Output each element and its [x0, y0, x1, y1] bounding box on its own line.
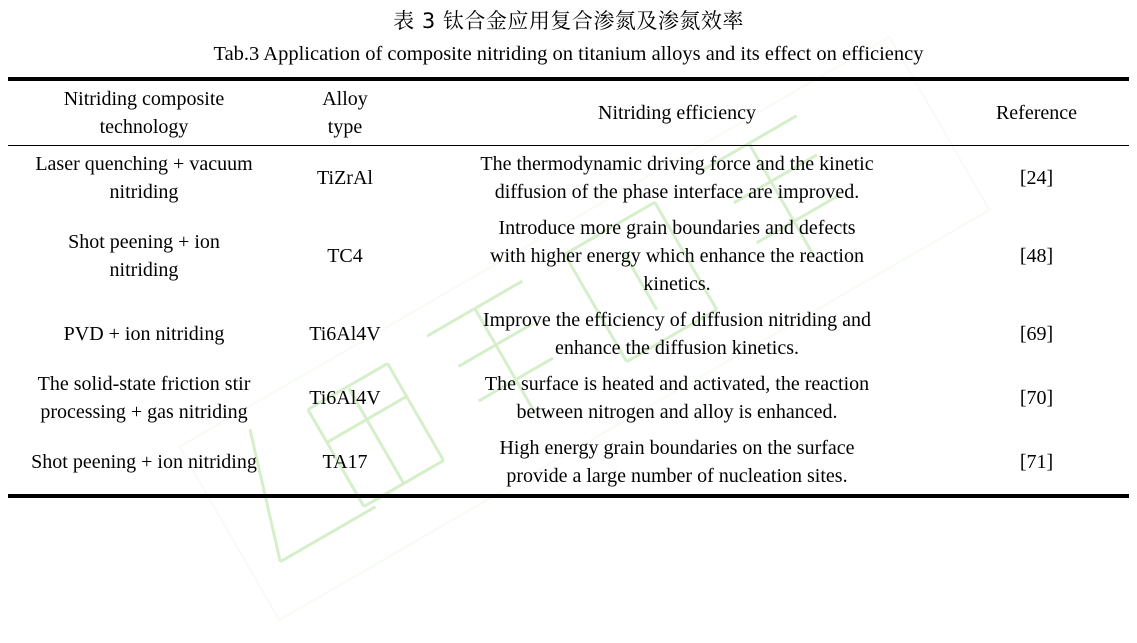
cell-technology-line: Shot peening + ion nitriding — [31, 451, 257, 473]
column-header-technology — [8, 79, 280, 146]
cell-efficiency-line: with higher energy which enhance the reaction — [490, 245, 864, 267]
cell-alloy: Ti6Al4V — [309, 323, 381, 345]
cell-reference: [48] — [1019, 245, 1054, 267]
cell-technology — [8, 146, 280, 211]
column-header-technology-line2: technology — [99, 116, 189, 138]
cell-alloy: TC4 — [327, 245, 363, 267]
cell-technology-line: processing + gas nitriding — [40, 401, 248, 423]
cell-efficiency-line: High energy grain boundaries on the surface — [499, 437, 855, 459]
cell-efficiency-line: enhance the diffusion kinetics. — [554, 337, 799, 359]
cell-technology-line: Shot peening + ion — [68, 231, 220, 253]
cell-alloy: TA17 — [322, 451, 368, 473]
cell-efficiency-line: diffusion of the phase interface are improved. — [494, 181, 860, 203]
cell-technology-line: Laser quenching + vacuum — [35, 153, 253, 175]
cell-efficiency-line: Introduce more grain boundaries and defects — [498, 217, 856, 239]
document-page — [0, 6, 1137, 643]
cell-efficiency — [410, 146, 944, 211]
cell-technology-line: nitriding — [109, 259, 179, 281]
cell-efficiency-line: kinetics. — [643, 273, 711, 295]
cell-efficiency — [410, 210, 944, 302]
cell-reference: [24] — [1019, 167, 1054, 189]
column-header-efficiency: Nitriding efficiency — [598, 102, 756, 124]
cell-efficiency — [410, 430, 944, 496]
nitriding-table — [8, 77, 1129, 498]
cell-reference: [69] — [1019, 323, 1054, 345]
cell-alloy: Ti6Al4V — [309, 387, 381, 409]
cell-technology — [8, 366, 280, 430]
table-body — [8, 146, 1129, 497]
table-row — [8, 366, 1129, 430]
column-header-technology-line1: Nitriding composite — [63, 88, 225, 110]
cell-alloy: TiZrAl — [317, 167, 373, 189]
cell-efficiency-line: The thermodynamic driving force and the kinetic — [480, 153, 874, 175]
cell-efficiency-line: The surface is heated and activated, the reaction — [484, 373, 870, 395]
table-title-chinese: 表 3 钛合金应用复合渗氮及渗氮效率 — [393, 9, 744, 33]
cell-efficiency-line: Improve the efficiency of diffusion nitriding and — [482, 309, 872, 331]
column-header-alloy — [280, 79, 410, 146]
cell-technology — [8, 210, 280, 302]
cell-technology-line: PVD + ion nitriding — [63, 323, 225, 345]
column-header-reference: Reference — [995, 102, 1078, 124]
cell-reference: [71] — [1019, 451, 1054, 473]
cell-efficiency-line: provide a large number of nucleation sites. — [506, 465, 848, 487]
cell-technology-line: The solid-state friction stir — [37, 373, 251, 395]
cell-efficiency — [410, 302, 944, 366]
table-title-english: Tab.3 Application of composite nitriding on titanium alloys and its effect on efficiency — [213, 43, 924, 65]
table-row — [8, 302, 1129, 366]
cell-efficiency-line: between nitrogen and alloy is enhanced. — [516, 401, 838, 423]
table-row — [8, 146, 1129, 211]
cell-technology-line: nitriding — [109, 181, 179, 203]
cell-reference: [70] — [1019, 387, 1054, 409]
table-row — [8, 210, 1129, 302]
table-header — [8, 79, 1129, 146]
column-header-alloy-line1: Alloy — [322, 88, 368, 110]
cell-efficiency — [410, 366, 944, 430]
column-header-alloy-line2: type — [327, 116, 363, 138]
cell-technology — [8, 430, 280, 496]
table-row — [8, 430, 1129, 496]
cell-technology — [8, 302, 280, 366]
